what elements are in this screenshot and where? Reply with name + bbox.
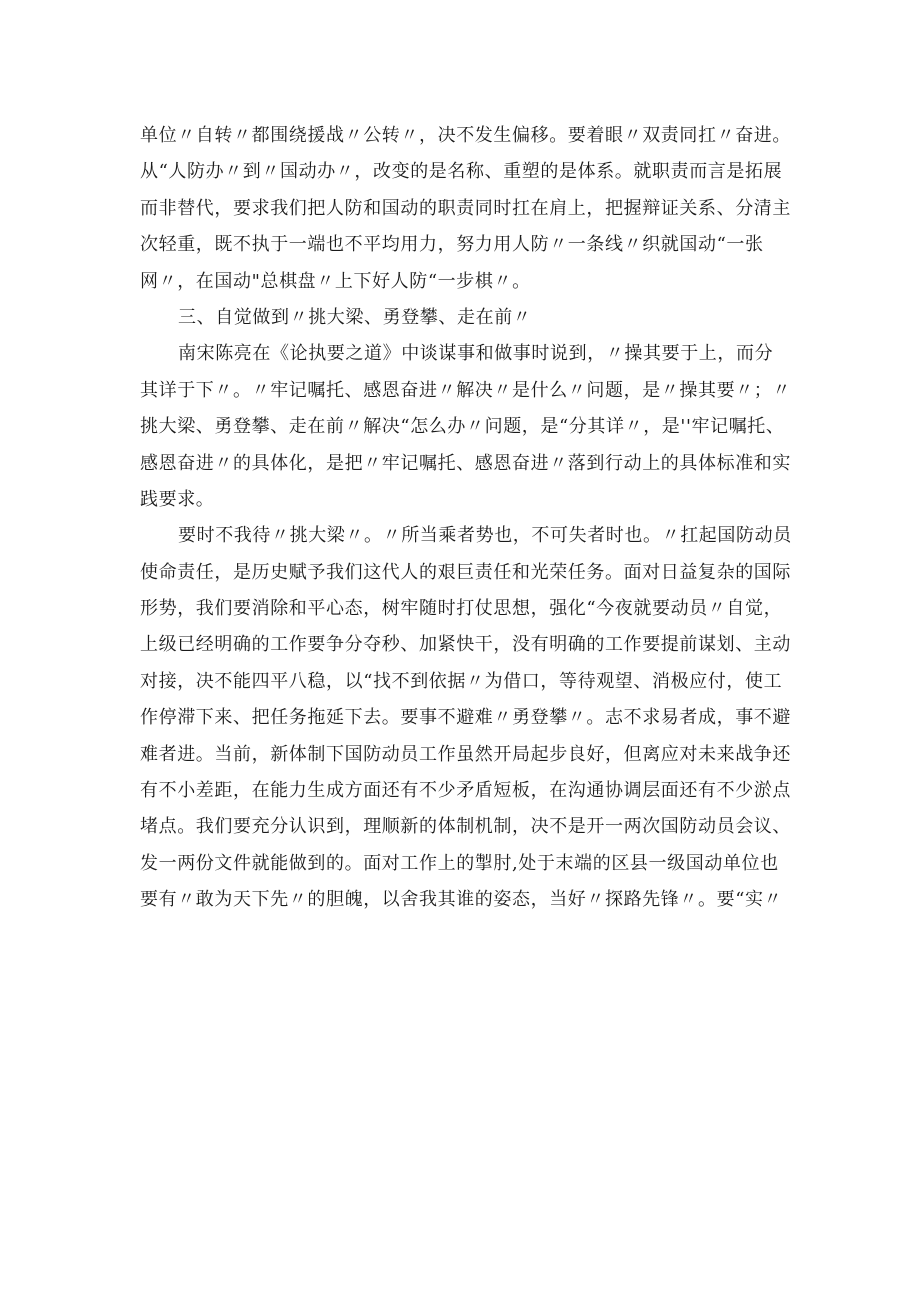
- text-line: 挑大梁、勇登攀、走在前〃解决“怎么办〃问题，是“分其详〃，是''牢记嘱托、: [140, 416, 785, 438]
- text-line: 感恩奋进〃的具体化，是把〃牢记嘱托、感恩奋进〃落到行动上的具体标准和实: [140, 452, 791, 474]
- text-line: 形势，我们要消除和平心态，树牢随时打仗思想，强化“今夜就要动员〃自觉，: [140, 598, 783, 620]
- text-line: 南宋陈亮在《论执要之道》中谈谋事和做事时说到，〃操其要于上，而分: [178, 343, 774, 365]
- text-line: 难者进。当前，新体制下国防动员工作虽然开局起步良好，但离应对未来战争还: [140, 743, 791, 765]
- paragraph: [140, 336, 800, 518]
- text-line: 发一两份文件就能做到的。面对工作上的掣肘,处于末端的区县一级国动单位也: [140, 852, 779, 874]
- paragraph: [140, 518, 800, 918]
- text-line: 有不小差距，在能力生成方面还有不少矛盾短板，在沟通协调层面还有不少淤点: [140, 780, 791, 802]
- text-line: 上级已经明确的工作要争分夺秒、加紧快干，没有明确的工作要提前谋划、主动: [140, 634, 791, 656]
- text-line: 使命责任，是历史赋予我们这代人的艰巨责任和光荣任务。面对日益复杂的国际: [140, 561, 791, 583]
- text-line: 其详于下〃。〃牢记嘱托、感恩奋进〃解决〃是什么〃问题，是〃操其要〃；〃: [140, 379, 791, 401]
- text-line: 从“人防办〃到〃国动办〃，改变的是名称、重塑的是体系。就职责而言是拓展: [140, 161, 783, 183]
- document-page: [140, 118, 800, 919]
- text-line: 作停滞下来、把任务拖延下去。要事不避难〃勇登攀〃。志不求易者成，事不避: [140, 707, 791, 729]
- text-line: 单位〃自转〃都围绕援战〃公转〃，决不发生偏移。要着眼〃双责同扛〃奋进。: [140, 125, 791, 146]
- text-line: 次轻重，既不执于一端也不平均用力，努力用人防〃一条线〃织就国动“一张: [140, 234, 764, 256]
- text-line: 要有〃敢为天下先〃的胆魄，以舍我其谁的姿态，当好〃探路先锋〃。要“实〃: [140, 889, 783, 911]
- text-line: 堵点。我们要充分认识到，理顺新的体制机制，决不是开一两次国防动员会议、: [140, 816, 791, 838]
- text-line: 网〃，在国动"总棋盘〃上下好人防“一步棋〃。: [140, 270, 531, 292]
- paragraph-continuation: [140, 118, 800, 300]
- text-line: 对接，决不能四平八稳，以“找不到依据〃为借口，等待观望、消极应付，使工: [140, 670, 783, 692]
- text-line: 要时不我待〃挑大梁〃。〃所当乘者势也，不可失者时也。〃扛起国防动员: [178, 525, 792, 547]
- text-line: 践要求。: [140, 488, 215, 510]
- text-line: 而非替代，要求我们把人防和国动的职责同时扛在肩上，把握辩证关系、分清主: [140, 197, 791, 219]
- section-heading: [140, 300, 800, 336]
- section-heading-text: 三、自觉做到〃挑大梁、勇登攀、走在前〃: [178, 306, 532, 328]
